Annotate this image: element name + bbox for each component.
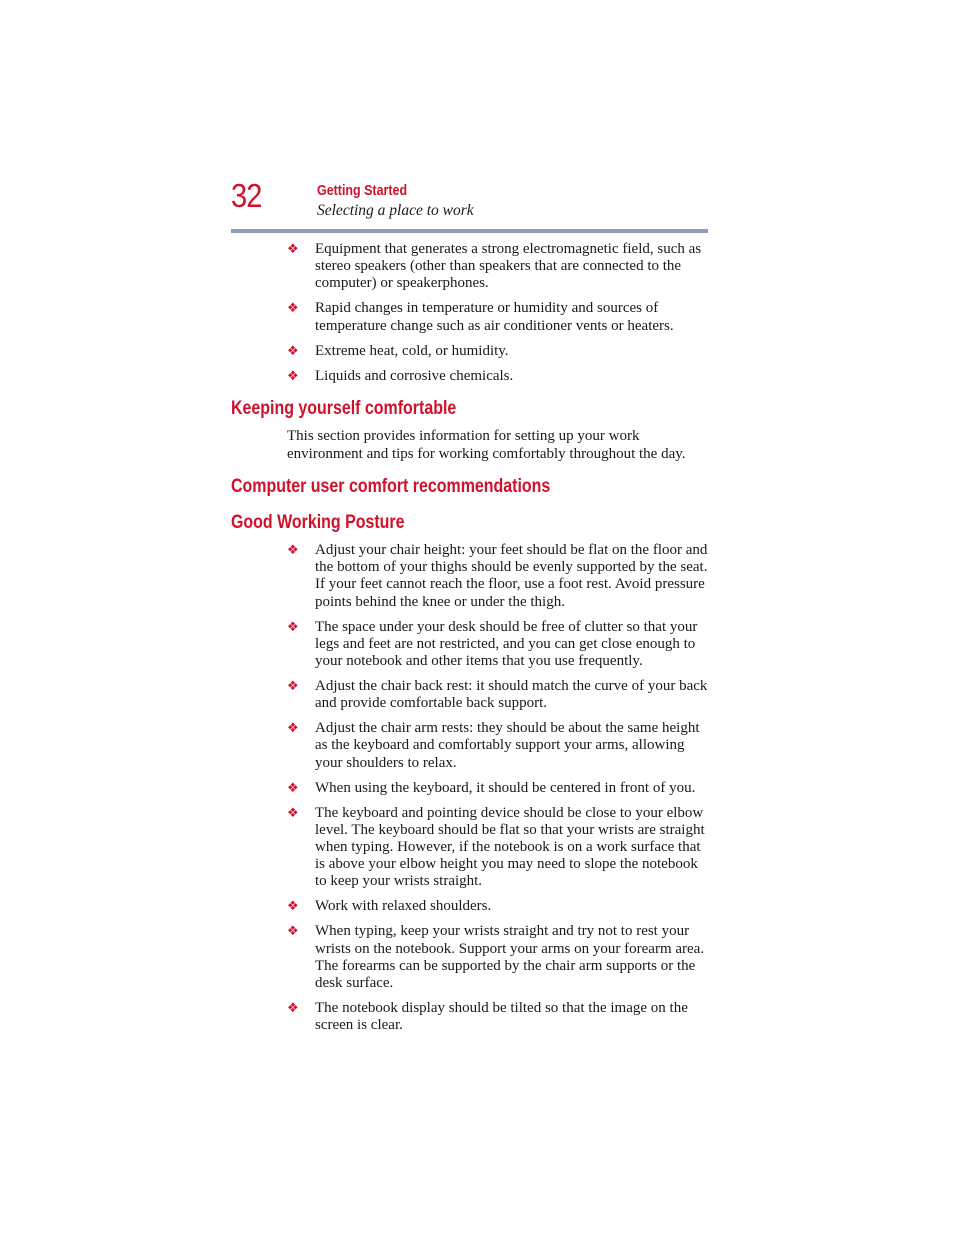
page-number: 32 (231, 177, 262, 214)
diamond-bullet-icon: ❖ (287, 619, 299, 635)
diamond-bullet-icon: ❖ (287, 1001, 299, 1017)
diamond-bullet-icon: ❖ (287, 301, 299, 317)
diamond-bullet-icon: ❖ (287, 543, 299, 558)
list-item (287, 368, 710, 385)
list-item (287, 343, 710, 360)
list-item (287, 720, 710, 772)
list-item-text: Equipment that generates a strong electromagnetic field, such as stereo speakers (other than speakers that are connected to the computer) or speakerphones. (315, 241, 702, 292)
list-item-text: Liquids and corrosive chemicals. (315, 367, 514, 384)
list-item-text: The notebook display should be tilted so that the image on the screen is clear. (315, 1000, 688, 1034)
list-item-text: Rapid changes in temperature or humidity and sources of temperature change such as air conditioner vents or heaters. (315, 300, 674, 334)
diamond-bullet-icon: ❖ (287, 368, 299, 384)
diamond-bullet-icon: ❖ (287, 721, 299, 737)
list-item-text: Work with relaxed shoulders. (315, 898, 492, 915)
list-item-text: When typing, keep your wrists straight and try not to rest your wrists on the notebook. Support your arms on your forearm area. The forearms can be supported by the chair arm supports or the desk surface. (315, 923, 705, 992)
list-item (287, 619, 710, 671)
list-item (287, 1000, 710, 1034)
list-item-text: Adjust the chair back rest: it should match the curve of your back and provide comfortable back support. (315, 678, 708, 712)
header-rule (231, 229, 708, 233)
heading-good-working-posture: Good Working Posture (231, 512, 405, 533)
diamond-bullet-icon: ❖ (287, 242, 299, 257)
heading-comfort-recommendations: Computer user comfort recommendations (231, 476, 551, 497)
list-item-text: Adjust your chair height: your feet should be flat on the floor and the bottom of your thighs should be evenly supported by the seat. If your feet cannot reach the floor, use a foot rest. Avoid pressure points behind the knee or under the thigh. (315, 542, 708, 610)
list-item (287, 780, 710, 797)
list-item (287, 678, 710, 712)
section-subtitle: Selecting a place to work (317, 202, 474, 219)
diamond-bullet-icon: ❖ (287, 780, 299, 796)
list-item (287, 805, 710, 891)
list-item-text: When using the keyboard, it should be centered in front of you. (315, 779, 696, 796)
list-item-text: The keyboard and pointing device should be close to your elbow level. The keyboard should be flat so that your wrists are straight when typing. However, if the notebook is on a work surface that is above your elbow height you may need to slope the notebook to keep your wrists straight. (315, 804, 705, 890)
bullet-list-posture (287, 542, 710, 1042)
list-item (287, 923, 710, 992)
list-item (287, 542, 710, 611)
list-item-text: The space under your desk should be free of clutter so that your legs and feet are not restricted, and you can get close enough to your notebook and other items that you use frequently. (315, 618, 698, 670)
diamond-bullet-icon: ❖ (287, 805, 299, 821)
chapter-title: Getting Started (317, 183, 408, 199)
list-item (287, 300, 710, 334)
list-item-text: Extreme heat, cold, or humidity. (315, 342, 509, 359)
comfort-paragraph: This section provides information for setting up your work environment and tips for working comfortably throughout the day. (287, 428, 686, 462)
bullet-list-environment (287, 241, 710, 393)
list-item (287, 898, 710, 915)
list-item-text: Adjust the chair arm rests: they should be about the same height as the keyboard and comfortably support your arms, allowing your shoulders to relax. (315, 720, 700, 771)
diamond-bullet-icon: ❖ (287, 924, 299, 940)
diamond-bullet-icon: ❖ (287, 899, 299, 915)
heading-keeping-comfortable: Keeping yourself comfortable (231, 398, 457, 419)
list-item (287, 241, 710, 293)
diamond-bullet-icon: ❖ (287, 343, 299, 359)
diamond-bullet-icon: ❖ (287, 679, 299, 695)
